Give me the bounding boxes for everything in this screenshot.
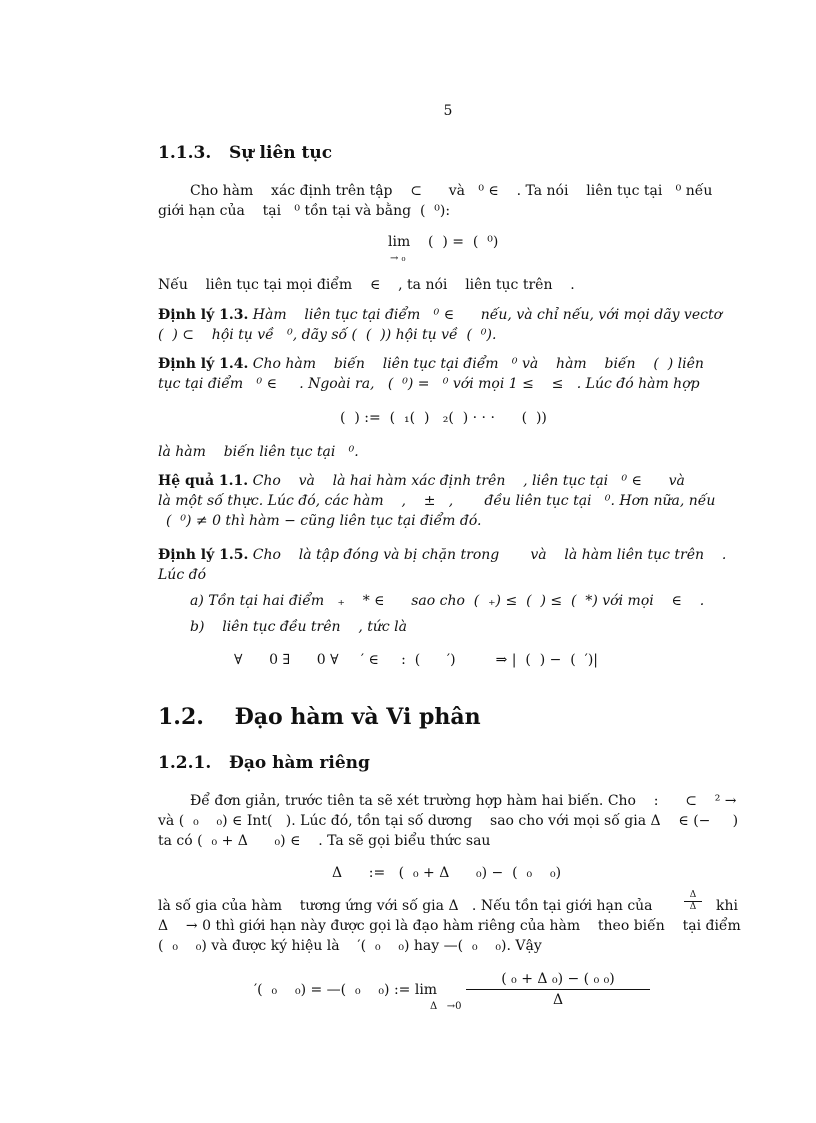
paragraph-line: Cho hàm xác định trên tập ⊂ và ⁰ ∈ . Ta nói liên tục tại ⁰ nếu [190, 183, 713, 199]
theorem-line: Lúc đó [158, 567, 206, 583]
paragraph-line: Để đơn giản, trước tiên ta sẽ xét trường hợp hàm hai biến. Cho : ⊂ ² → [190, 793, 737, 809]
theorem-1-5 [158, 545, 726, 565]
limit-subscript: → ₀ [390, 253, 406, 264]
corollary-text: Cho và là hai hàm xác định trên , liên tục tại ⁰ ∈ và [248, 473, 685, 489]
corollary-line: là một số thực. Lúc đó, các hàm , ± , đều liên tục tại ⁰. Hơn nữa, nếu [158, 493, 716, 509]
fraction-numerator: Δ [689, 890, 697, 900]
uniform-continuity-formula: ∀ 0 ∃ 0 ∀ ′ ∈ : ( ′) ⇒ | ( ) − ( ′)| [234, 652, 598, 668]
theorem-text: Cho hàm biến liên tục tại điểm ⁰ và hàm biến ( ) liên [248, 356, 704, 372]
theorem-1-4 [158, 354, 704, 374]
paragraph-word: khi [716, 898, 738, 914]
limit-subscript: Δ →0 [430, 1001, 462, 1012]
derivative-fraction [466, 969, 650, 1010]
theorem-line: ( ) ⊂ hội tụ về ⁰, dãy số ( ( )) hội tụ về ( ⁰). [158, 327, 497, 343]
paragraph-line: là số gia của hàm tương ứng với số gia Δ . Nếu tồn tại giới hạn của [158, 898, 653, 914]
corollary-1-1 [158, 471, 685, 491]
corollary-line: ( ⁰) ≠ 0 thì hàm − cũng liên tục tại điểm đó. [166, 513, 482, 529]
page-number: 5 [443, 103, 453, 119]
paragraph-line: giới hạn của tại ⁰ tồn tại và bằng ( ⁰): [158, 203, 451, 219]
partial-derivative-lhs: ′( ₀ ₀) = —( ₀ ₀) := lim [254, 982, 438, 998]
fraction-denominator: Δ [466, 989, 650, 1010]
theorem-1-3 [158, 305, 722, 325]
theorem-line: là hàm biến liên tục tại ⁰. [158, 444, 359, 460]
delta-formula: Δ := ( ₀ + Δ ₀) − ( ₀ ₀) [332, 865, 562, 881]
paragraph-line: ( ₀ ₀) và được ký hiệu là ′( ₀ ₀) hay —( ₀ ₀). Vậy [158, 938, 542, 954]
fraction-numerator: ( ₀ + Δ ₀) − ( ₀ ₀) [501, 971, 615, 987]
theorem-item-a: a) Tồn tại hai điểm ₊ * ∈ sao cho ( ₊) ≤ ( ) ≤ ( *) với mọi ∈ . [190, 593, 705, 609]
theorem-line: tục tại điểm ⁰ ∈ . Ngoài ra, ( ⁰) = ⁰ với mọi 1 ≤ ≤ . Lúc đó hàm hợp [158, 376, 700, 392]
section-heading-1-2-1: 1.2.1. Đạo hàm riêng [158, 753, 370, 773]
theorem-label: Định lý 1.3. [158, 307, 249, 323]
section-heading-1-1-3: 1.1.3. Sự liên tục [158, 143, 333, 163]
corollary-label: Hệ quả 1.1. [158, 473, 249, 489]
paragraph-line: và ( ₀ ₀) ∈ Int( ). Lúc đó, tồn tại số dương sao cho với mọi số gia Δ ∈ (− ) [158, 813, 739, 829]
inline-fraction [684, 890, 702, 913]
theorem-text: Hàm liên tục tại điểm ⁰ ∈ nếu, và chỉ nếu, với mọi dãy vectơ [248, 307, 723, 323]
paragraph-line: ta có ( ₀ + Δ ₀) ∈ . Ta sẽ gọi biểu thức sau [158, 833, 491, 849]
theorem-label: Định lý 1.5. [158, 547, 249, 563]
limit-formula: lim ( ) = ( ⁰) [388, 234, 499, 250]
theorem-text: Cho là tập đóng và bị chặn trong và là hàm liên tục trên . [248, 547, 727, 563]
paragraph-line: Δ → 0 thì giới hạn này được gọi là đạo hàm riêng của hàm theo biến tại điểm [158, 918, 741, 934]
fraction-denominator: Δ [684, 901, 702, 913]
theorem-item-b: b) liên tục đều trên , tức là [190, 619, 407, 635]
theorem-label: Định lý 1.4. [158, 356, 249, 372]
section-heading-1-2: 1.2. Đạo hàm và Vi phân [158, 704, 481, 730]
paragraph-line: Nếu liên tục tại mọi điểm ∈ , ta nói liên tục trên . [158, 277, 575, 293]
composite-formula: ( ) := ( ₁( ) ₂( ) · · · ( )) [340, 410, 547, 426]
